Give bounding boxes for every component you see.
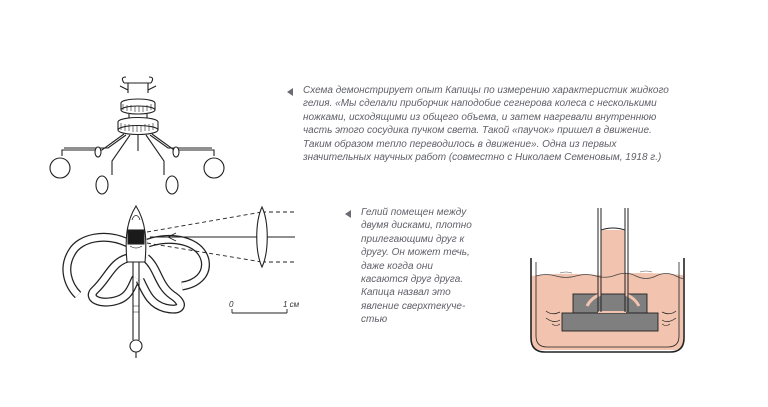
superfluid-vessel bbox=[531, 208, 684, 352]
top-caption-text: Схема демонстрирует опыт Капицы по измерению характеристик жидкого гелия. «Мы сделали приборчик наподобие сегнерова колеса с несколькими ножками, исходящими из общего объема, и затем нагревали внутреннюю часть этого сосудика пучком света. Такой «паучок» пришел в движение. Таким образом тепло переводилось в движение». Одна из первых значительных научных работ (совместно с Николаем Семеновым, 1918 г.) bbox=[303, 85, 669, 164]
spider-light-experiment bbox=[67, 206, 295, 358]
scale-bar bbox=[232, 309, 287, 313]
middle-caption-text: Гелий помещен между двумя дисками, плотно прилегающими друг к другу. Он может течь, даже когда они касаются друг друга. Капица назвал это явление сверхтекуче-стью bbox=[361, 207, 472, 326]
scale-start-label: 0 bbox=[229, 300, 234, 309]
scale-end-label: 1 см bbox=[283, 300, 300, 309]
spider-wheel-device bbox=[50, 77, 224, 194]
